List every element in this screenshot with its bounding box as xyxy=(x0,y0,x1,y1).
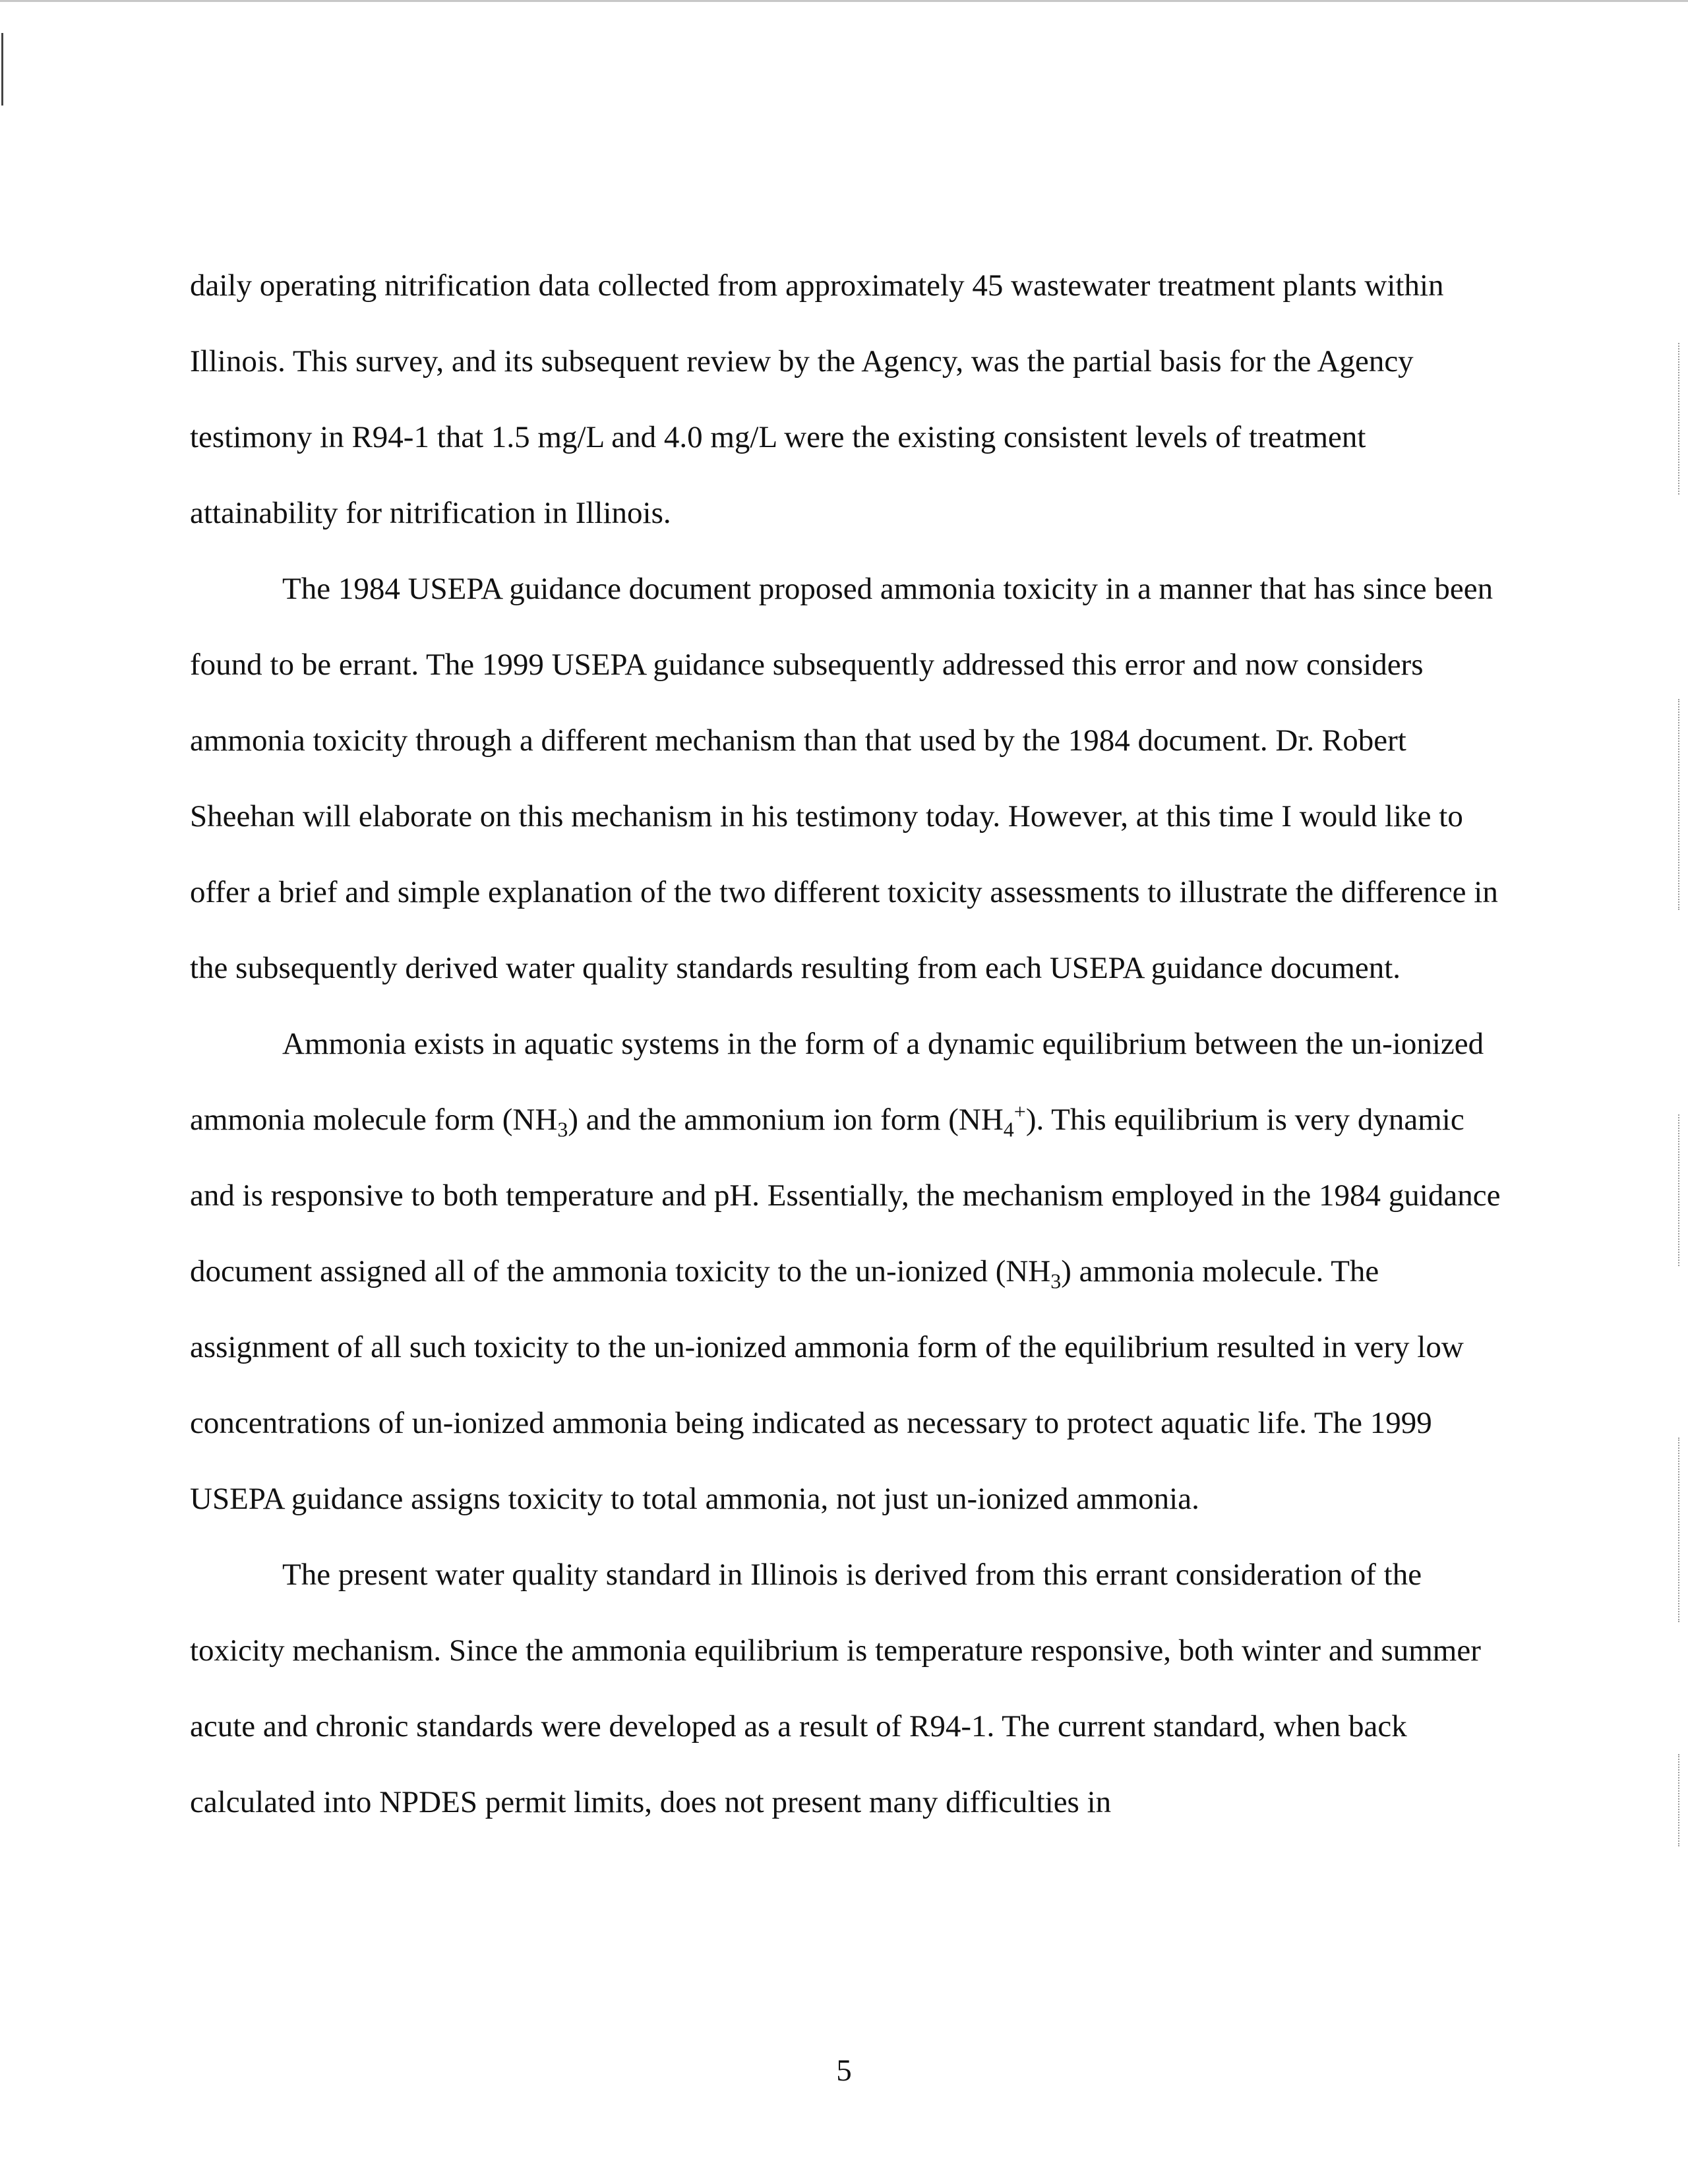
paragraph-3-part-1: Ammonia exists in aquatic systems in the form of a dynamic equilibrium between the un-ionized ammonia molecule form (NH xyxy=(190,1027,1484,1137)
scan-edge-dots xyxy=(1678,1754,1681,1846)
subscript-nh4: 4 xyxy=(1003,1117,1014,1141)
page-number: 5 xyxy=(836,2053,852,2088)
paragraph-3 xyxy=(190,1006,1509,1537)
subscript-nh3: 3 xyxy=(557,1117,568,1141)
paragraph-1: daily operating nitrification data collected from approximately 45 wastewater treatment plants within Illinois. This survey, and its subsequent review by the Agency, was the partial basis for the Agency testimony in R94-1 that 1.5 mg/L and 4.0 mg/L were the existing consistent levels of treatment attainability for nitrification in Illinois. xyxy=(190,268,1444,530)
scan-edge-dots xyxy=(1678,1114,1681,1266)
scan-edge-dots xyxy=(1678,1438,1681,1622)
paragraph-2: The 1984 USEPA guidance document proposed ammonia toxicity in a manner that has since been found to be errant. The 1999 USEPA guidance subsequently addressed this error and now considers ammonia toxicity through a different mechanism than that used by the 1984 document. Dr. Robert Sheehan will elaborate on this mechanism in his testimony today. However, at this time I would like to offer a brief and simple explanation of the two different toxicity assessments to illustrate the difference in the subsequently derived water quality standards resulting from each USEPA guidance document. xyxy=(190,572,1498,985)
paragraph-4: The present water quality standard in Illinois is derived from this errant consideration of the toxicity mechanism. Since the ammonia equilibrium is temperature responsive, both winter and summer acute and chronic standards were developed as a result of R94-1. The current standard, when back calculated into NPDES permit limits, does not present many difficulties in xyxy=(190,1558,1481,1819)
scan-edge-dots xyxy=(1678,343,1681,495)
scan-edge-dots xyxy=(1678,699,1681,910)
document-body xyxy=(190,248,1509,1840)
superscript-plus: + xyxy=(1013,1099,1026,1124)
paragraph-3-part-3: ). This equilibrium is very dynamic and is responsive to both temperature and pH. Essentially, the mechanism employed in the 1984 guidance document assigned all of the ammonia toxicity to the un-ionized (NH xyxy=(190,1103,1501,1289)
scan-top-edge xyxy=(0,0,1688,2)
paragraph-3-part-4: ) ammonia molecule. The assignment of all such toxicity to the un-ionized ammonia form of the equilibrium resulted in very low concentrations of un-ionized ammonia being indicated as necessary to protect aquatic life. The 1999 USEPA guidance assigns toxicity to total ammonia, not just un-ionized ammonia. xyxy=(190,1254,1464,1516)
scan-left-mark xyxy=(1,33,3,106)
paragraph-3-part-2: ) and the ammonium ion form (NH xyxy=(568,1103,1004,1137)
subscript-nh3-second: 3 xyxy=(1050,1269,1062,1293)
